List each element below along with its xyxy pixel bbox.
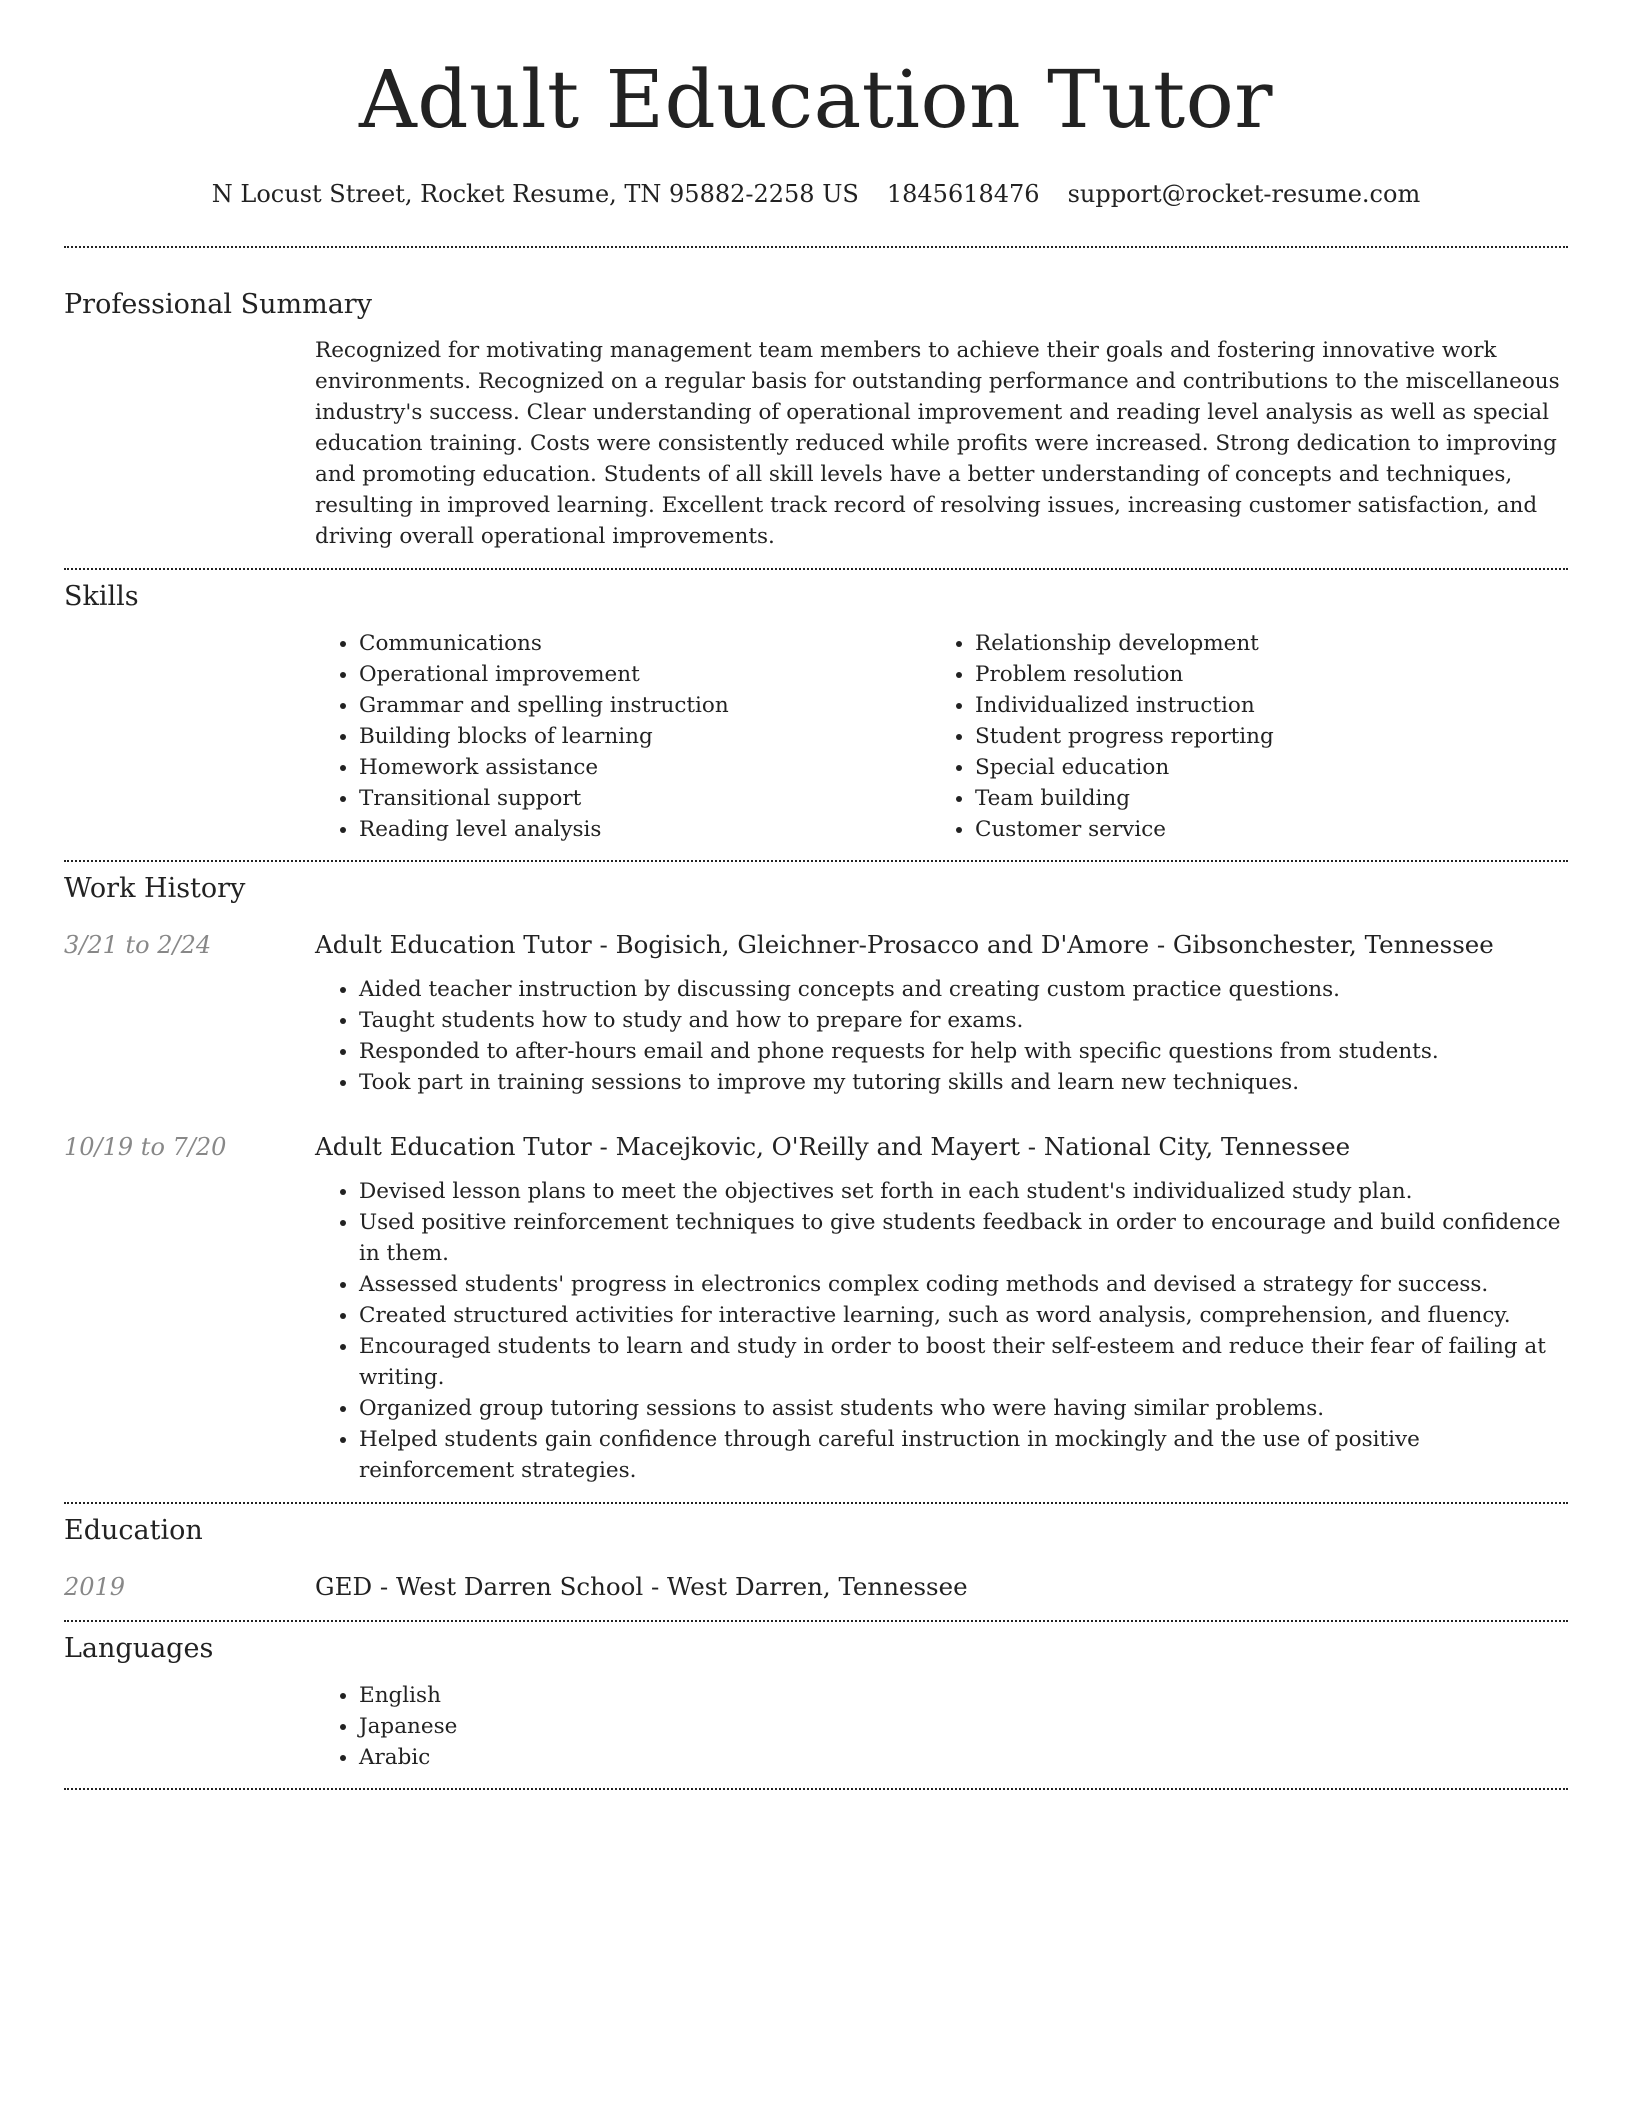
skills-list-left [315, 628, 931, 845]
job-entry [64, 928, 1568, 1098]
skill-item: • Team building [975, 783, 1547, 814]
section-title-education: Education [64, 1515, 203, 1546]
skills-list-right [931, 628, 1547, 845]
job-header [64, 928, 1568, 962]
skills-columns [315, 628, 1568, 845]
contact-phone: 1845618476 [886, 180, 1040, 208]
section-title-languages: Languages [64, 1633, 214, 1664]
job-bullet: • Taught students how to study and how to prepare for exams. [359, 1005, 1568, 1036]
education-entry [64, 1570, 1568, 1604]
job-bullets [315, 974, 1568, 1098]
job-bullet: • Encouraged students to learn and study in order to boost their self-esteem and reduce their fear of failing at writing. [359, 1331, 1568, 1393]
job-dates: 10/19 to 7/20 [64, 1133, 227, 1161]
job-heading: Adult Education Tutor - Macejkovic, O'Reilly and Mayert - National City, Tennessee [315, 1132, 1351, 1161]
contact-line [64, 178, 1568, 210]
skills-column-left [315, 628, 931, 845]
job-bullet: • Helped students gain confidence through careful instruction in mockingly and the use of positive reinforcement strategies. [359, 1424, 1568, 1486]
work-section [64, 862, 1568, 1486]
skill-item: • Customer service [975, 814, 1547, 845]
job-bullet: • Assessed students' progress in electronics complex coding methods and devised a strategy for success. [359, 1269, 1568, 1300]
resume-name: Adult Education Tutor [358, 53, 1274, 146]
skill-item: • Relationship development [975, 628, 1547, 659]
job-bullet: • Devised lesson plans to meet the objectives set forth in each student's individualized study plan. [359, 1176, 1568, 1207]
section-title-work: Work History [64, 873, 246, 904]
language-item: • Japanese [359, 1711, 1568, 1742]
job-bullet: • Took part in training sessions to improve my tutoring skills and learn new techniques. [359, 1067, 1568, 1098]
skill-item: • Operational improvement [359, 659, 931, 690]
skills-section [64, 570, 1568, 845]
languages-list [315, 1680, 1568, 1773]
skill-item: • Student progress reporting [975, 721, 1547, 752]
language-item: • Arabic [359, 1742, 1568, 1773]
skill-item: • Problem resolution [975, 659, 1547, 690]
job-heading: Adult Education Tutor - Bogisich, Gleichner-Prosacco and D'Amore - Gibsonchester, Tennessee [315, 930, 1494, 959]
job-bullet: • Organized group tutoring sessions to assist students who were having similar problems. [359, 1393, 1568, 1424]
job-bullets [315, 1176, 1568, 1486]
language-item: • English [359, 1680, 1568, 1711]
divider [64, 1788, 1568, 1790]
contact-email: support@rocket-resume.com [1067, 180, 1421, 208]
job-bullet: • Created structured activities for interactive learning, such as word analysis, comprehension, and fluency. [359, 1300, 1568, 1331]
education-heading: GED - West Darren School - West Darren, Tennessee [315, 1572, 968, 1601]
skill-item: • Transitional support [359, 783, 931, 814]
education-section [64, 1504, 1568, 1604]
job-bullet: • Aided teacher instruction by discussing concepts and creating custom practice questions. [359, 974, 1568, 1005]
skill-item: • Communications [359, 628, 931, 659]
summary-text: Recognized for motivating management team members to achieve their goals and fostering innovative work environments. Recognized on a regular basis for outstanding performance and contributions to the miscellaneous industry's success. Clear understanding of operational improvement and reading level analysis as well as special education training. Costs were consistently reduced while profits were increased. Strong dedication to improving and promoting education. Students of all skill levels have a better understanding of concepts and techniques, resulting in improved learning. Excellent track record of resolving issues, increasing customer satisfaction, and driving overall operational improvements. [315, 338, 1560, 549]
contact-address: N Locust Street, Rocket Resume, TN 95882-2258 US [211, 180, 859, 208]
summary-section [64, 248, 1568, 552]
skill-item: • Grammar and spelling instruction [359, 690, 931, 721]
job-bullet: • Used positive reinforcement techniques to give students feedback in order to encourage and build confidence in them. [359, 1207, 1568, 1269]
skill-item: • Reading level analysis [359, 814, 931, 845]
skills-column-right [931, 628, 1547, 845]
skill-item: • Homework assistance [359, 752, 931, 783]
skill-item: • Individualized instruction [975, 690, 1547, 721]
job-header [64, 1130, 1568, 1164]
section-title-summary: Professional Summary [64, 289, 372, 320]
section-title-skills: Skills [64, 581, 139, 612]
job-bullet: • Responded to after-hours email and phone requests for help with specific questions from students. [359, 1036, 1568, 1067]
languages-section [64, 1622, 1568, 1773]
job-entry [64, 1130, 1568, 1486]
education-year: 2019 [64, 1573, 126, 1601]
job-dates: 3/21 to 2/24 [64, 931, 212, 959]
skill-item: • Building blocks of learning [359, 721, 931, 752]
skill-item: • Special education [975, 752, 1547, 783]
